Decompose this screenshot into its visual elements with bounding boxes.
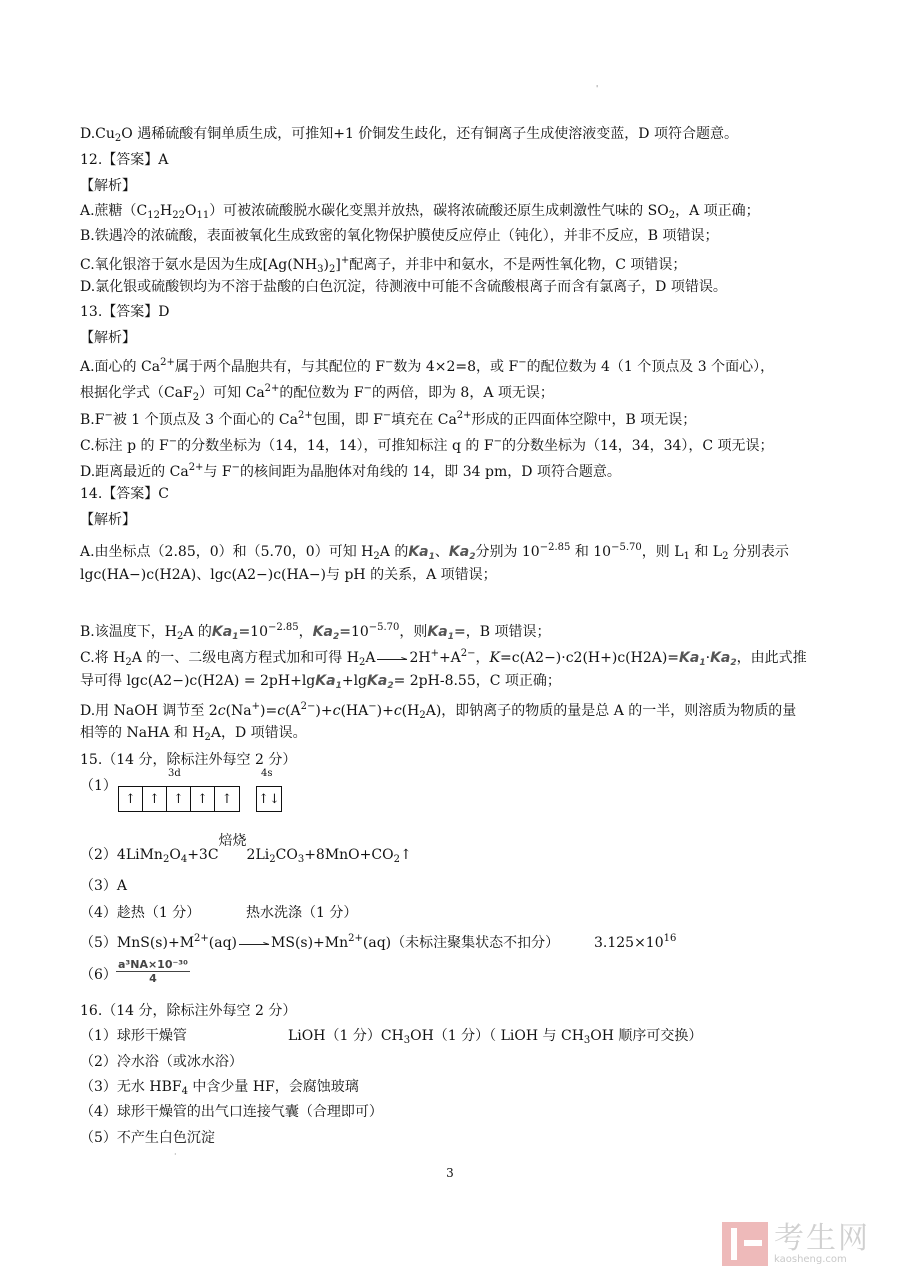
orbital-cell: ↑ — [167, 787, 191, 811]
line-13a1: A.面心的 $Ca^{2+}$属于两个晶胞共有，与其配位的 F−数为 4×2=8，或 F−的配位数为 4（1 个顶点及 3 个面心）， — [80, 357, 775, 375]
orbital-cell: ↑ — [221, 791, 233, 807]
q15-part1-label: （1） — [80, 778, 117, 794]
answer-14: 14.【答案】C — [80, 486, 169, 502]
analysis-label-13: 【解析】 — [80, 330, 136, 346]
line-13b: B.F−被 1 个顶点及 3 个面心的 $Ca^{2+}$包围，即 F−填充在 $Ca^{2+}$形成的正四面体空隙中，B 项无误； — [80, 410, 697, 428]
analysis-label-12: 【解析】 — [80, 178, 136, 194]
q15-part3: （3）A — [80, 878, 128, 894]
line-13c: C.标注 p 的 F−的分数坐标为（14，14，14），可推知标注 q 的 F−的分数坐标为（14，34，34），C 项无误； — [80, 436, 774, 454]
q16-part5: （5）不产生白色沉淀 — [80, 1130, 215, 1146]
line-12c: C.氧化银溶于氨水是因为生成$[Ag(NH_3)_2]^+$配离子，并非中和氨水，不是两性氧化物，C 项错误； — [80, 255, 687, 275]
watermark-subtext: kaosheng.com — [774, 1253, 847, 1265]
orbital-label-4s: 4s — [261, 768, 273, 779]
line-14c1: C.将 $H_2A$ 的一、二级电离方程式加和可得 $H_2A$ $2H^++A^{2-}$，$K=c(A2-)\cdot c2(H+)c(H2A)=Ka_1\cdot Ka_2$，由此式推 — [80, 648, 807, 668]
q15-part6-fraction — [116, 958, 190, 985]
question-15-header: 15.（14 分，除标注外每空 2 分） — [80, 752, 297, 768]
q16-part1a: （1）球形干燥管 — [80, 1028, 187, 1044]
page-number: 3 — [446, 1166, 454, 1180]
watermark — [722, 1222, 870, 1266]
line-14b: B.该温度下，$H_2A$ 的$Ka_1=10^{-2.85}$，$Ka_2=10^{-5.70}$，则$Ka_1=$，B 项错误； — [80, 622, 551, 642]
line-14d1: D.用 NaOH 调节至 $2c(Na^+)=c(A^{2-})+c(HA^-)+c(H_2A)$，即钠离子的物质的量是总 A 的一半，则溶质为物质的量 — [80, 701, 797, 721]
fraction-numerator: a³NA×10⁻³⁰ — [118, 958, 188, 971]
line-13a2: 根据化学式（CaF$_2$）可知 $Ca^{2+}$的配位数为 F−的两倍，即为 8，A 项无误； — [80, 383, 554, 403]
line-13d: D.距离最近的 $Ca^{2+}$与 F−的核间距为晶胞体对角线的 14，即 34 pm，D 项符合题意。 — [80, 462, 621, 480]
orbital-label-3d: 3d — [168, 768, 181, 779]
q16-part2: （2）冷水浴（或冰水浴） — [80, 1054, 243, 1070]
q15-part4b: 热水洗涤（1 分） — [246, 905, 358, 921]
q16-part4: （4）球形干燥管的出气口连接气囊（合理即可） — [80, 1104, 383, 1120]
q15-part5a: $(5)MnS(s)+M^{2+}(aq)$ $MS(s)+Mn^{2+}(aq)$（未标注聚集状态不扣分） — [80, 933, 560, 951]
orbital-box-4s — [256, 786, 282, 812]
q15-part4a: （4）趁热（1 分） — [80, 905, 201, 921]
line-12b: B.铁遇冷的浓硫酸，表面被氧化生成致密的氧化物保护膜使反应停止（钝化），并非不反应，B 项错误； — [80, 228, 719, 244]
orbital-cell: ↑↓ — [258, 791, 280, 807]
line-14c2: 导可得 lgc(A2−)c(H2A) = 2pH+lgKa$_1$+lgKa$_2$= 2pH-8.55，C 项正确； — [80, 673, 561, 691]
q15-part2: $(2)4LiMn_2O_4+3C$焙烧$2Li_2CO_3+8MnO+CO_2↑$ — [80, 833, 412, 865]
line-14a2: lgc(HA−)c(H2A)、lgc(A2−)c(HA−)与 pH 的关系，A 项错误； — [80, 567, 497, 583]
q16-part1b: LiOH（1 分）$CH_3OH(1$ 分）（ LiOH 与 $CH_3OH$ 顺序可交换） — [288, 1028, 703, 1046]
answer-13: 13.【答案】D — [80, 304, 170, 320]
answer-12: 12.【答案】A — [80, 152, 169, 168]
q15-part6-label: （6） — [80, 967, 117, 983]
orbital-cell: ↑ — [143, 787, 167, 811]
line-12d: D.氯化银或硫酸钡均为不溶于盐酸的白色沉淀，待测液中可能不含硫酸根离子而含有氯离子，D 项错误。 — [80, 279, 727, 295]
stray-dot: ' — [596, 84, 599, 93]
line-14d2: 相等的 NaHA 和 $H_2A$，D 项错误。 — [80, 725, 307, 743]
question-16-header: 16.（14 分，除标注外每空 2 分） — [80, 1003, 297, 1019]
fraction-denominator: 4 — [149, 972, 157, 985]
watermark-text: 考生网 — [774, 1220, 870, 1256]
watermark-logo-icon — [722, 1222, 768, 1266]
line-12a: A.蔗糖$(C_{12}H_{22}O_{11})$可被浓硫酸脱水碳化变黑并放热，碳将浓硫酸还原生成刺激性气味的 $SO_2$，A 项正确； — [80, 203, 760, 221]
line-d-cu2o: $D.Cu_2O$ 遇稀硫酸有铜单质生成，可推知+1 价铜发生歧化，还有铜离子生成使溶液变蓝，D 项符合题意。 — [80, 126, 738, 144]
orbital-cell: ↑ — [119, 787, 143, 811]
orbital-cell: ↑ — [191, 787, 215, 811]
stray-dot: · — [174, 1150, 177, 1159]
line-14a1: A.由坐标点（2.85，0）和（5.70，0）可知 $H_2A$ 的$Ka_1$、$Ka_2$分别为 $10^{-2.85}$ 和 $10^{-5.70}$，则 $L_1$ 和 $L_2$ 分别表示 — [80, 542, 789, 562]
q16-part3: （3）无水 $HBF_4$ 中含少量 HF，会腐蚀玻璃 — [80, 1079, 359, 1097]
analysis-label-14: 【解析】 — [80, 512, 136, 528]
q15-part5b: $3.125\times 10^{16}$ — [594, 933, 677, 951]
orbital-box-3d — [118, 786, 240, 812]
